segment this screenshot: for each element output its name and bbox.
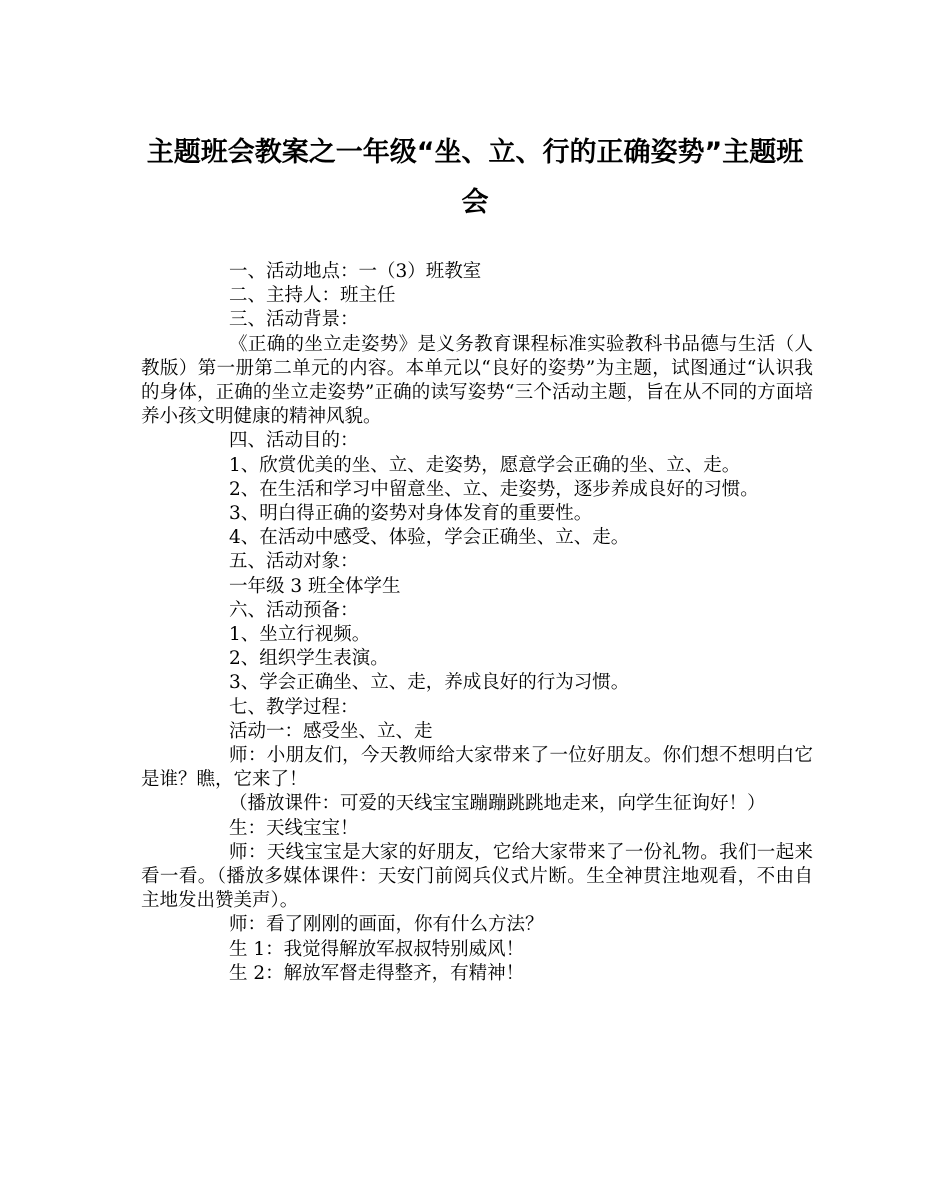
document-body bbox=[141, 260, 813, 986]
dialogue-line: 师：小朋友们，今天教师给大家带来了一位好朋友。你们想不想明白它是谁？瞧，它来了！ bbox=[141, 745, 813, 791]
dialogue-line: 师：天线宝宝是大家的好朋友，它给大家带来了一份礼物。我们一起来看一看。（播放多媒体课件：天安门前阅兵仪式片断。生全神贯注地观看，不由自主地发出赞美声）。 bbox=[141, 841, 813, 912]
goal-item: 1、欣赏优美的坐、立、走姿势，愿意学会正确的坐、立、走。 bbox=[229, 454, 741, 476]
heading-audience: 五、活动对象： bbox=[229, 551, 359, 573]
paragraph-audience: 一年级 3 班全体学生 bbox=[229, 575, 401, 597]
dialogue-line: 生 2：解放军督走得整齐，有精神！ bbox=[229, 962, 525, 984]
document-title: 主题班会教案之一年级“坐、立、行的正确姿势”主题班会 bbox=[146, 137, 804, 218]
preparation-item: 1、坐立行视频。 bbox=[229, 624, 371, 646]
dialogue-line: 生：天线宝宝！ bbox=[229, 817, 359, 839]
goal-item: 3、明白得正确的姿势对身体发育的重要性。 bbox=[229, 503, 593, 525]
heading-preparation: 六、活动预备： bbox=[229, 599, 359, 621]
preparation-item: 2、组织学生表演。 bbox=[229, 648, 389, 670]
dialogue-line: 师：看了刚刚的画面，你有什么方法？ bbox=[229, 914, 544, 936]
goal-item: 2、在生活和学习中留意坐、立、走姿势，逐步养成良好的习惯。 bbox=[229, 478, 759, 500]
heading-process: 七、教学过程： bbox=[229, 696, 359, 718]
dialogue-line: （播放课件：可爱的天线宝宝蹦蹦跳跳地走来，向学生征询好！） bbox=[229, 793, 766, 815]
goal-item: 4、在活动中感受、体验，学会正确坐、立、走。 bbox=[229, 527, 630, 549]
preparation-item: 3、学会正确坐、立、走，养成良好的行为习惯。 bbox=[229, 672, 630, 694]
activity-heading: 活动一：感受坐、立、走 bbox=[229, 720, 433, 742]
heading-background: 三、活动背景： bbox=[229, 309, 359, 331]
paragraph-host: 二、主持人：班主任 bbox=[229, 285, 396, 307]
paragraph-background: 《正确的坐立走姿势》是义务教育课程标准实验教科书品德与生活（人教版）第一册第二单元的内容。本单元以“良好的姿势”为主题，试图通过“认识我的身体，正确的坐立走姿势”正确的读写姿势“三个活动主题，旨在从不同的方面培养小孩文明健康的精神风貌。 bbox=[141, 333, 813, 428]
dialogue-line: 生 1：我觉得解放军叔叔特别威风！ bbox=[229, 938, 525, 960]
paragraph-location: 一、活动地点：一（3）班教室 bbox=[229, 261, 482, 282]
heading-goals: 四、活动目的： bbox=[229, 430, 359, 452]
